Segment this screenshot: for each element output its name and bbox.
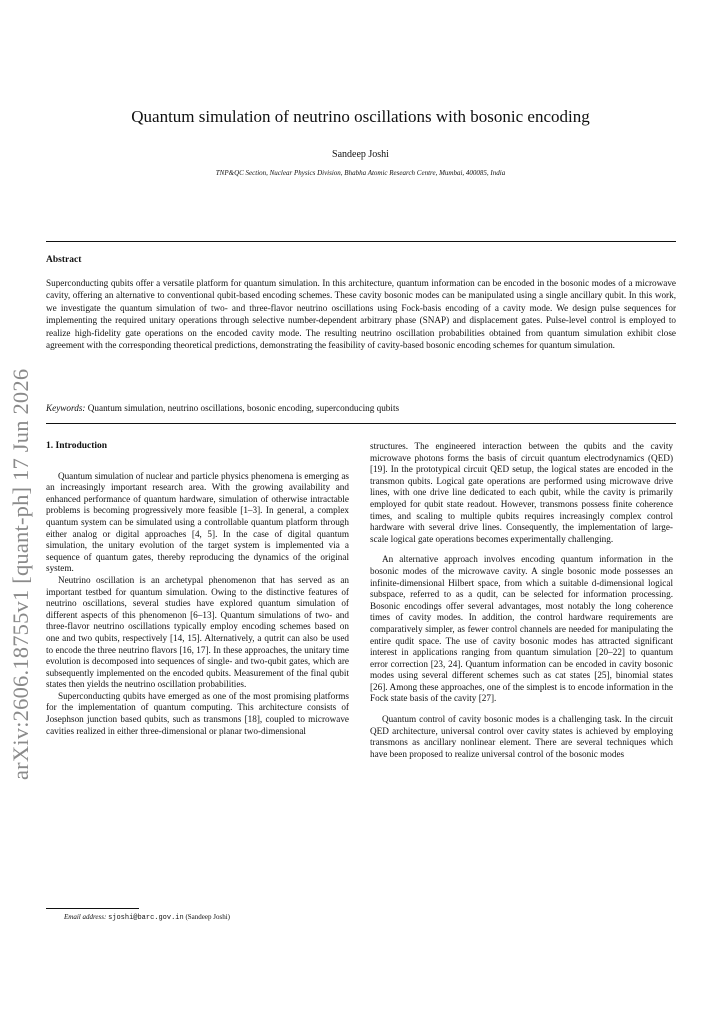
abstract-text: Superconducting qubits offer a versatile platform for quantum simulation. In this architecture, quantum information can be encoded in the bosonic modes of a microwave cavity, offering an alternative to conventional qubit-based encoding schemes. These cavity bosonic modes can be manipulated using a single ancillary qubit. In this work, we investigate the quantum simulation of two- and three-flavor neutrino oscillations using Fock-basis encoding of a cavity mode. We design pulse sequences for implementing the required unitary operations through selective number-dependent arbitrary phase (SNAP) and displacement gates. Pulse-level control is employed to realize high-fidelity gate operations on the encoded cavity mode. The resulting neutrino oscillation probabilities obtained from quantum simulation exhibit close agreement with the corresponding theoretical predictions, demonstrating the feasibility of cavity-based bosonic encoding schemes for quantum simulation. xyxy=(46,278,676,351)
keywords-label: Keywords: xyxy=(46,403,86,413)
abstract-bottom-rule xyxy=(46,423,676,424)
author-name: Sandeep Joshi xyxy=(332,149,389,160)
intro-paragraph-1: Quantum simulation of nuclear and particle physics phenomena is emerging as an increasingly important research area. With the growing availability and enhanced performance of quantum hardware, simulation of otherwise intractable problems is becoming progressively more feasible [1–3]. In general, a complex quantum system can be simulated using a controllable quantum platform through either analog or digital approaches [4, 5]. In the case of digital quantum simulation, the unitary evolution of the target system is implemented via a sequence of quantum gates, thereby reproducing the dynamics of the original system. xyxy=(46,470,349,574)
intro-paragraph-4: An alternative approach involves encoding quantum information in the bosonic modes of the microwave cavity. A single bosonic mode possesses an infinite-dimensional Hilbert space, from which a suitable d-dimensional logical subspace, referred to as a qudit, can be selected for information processing. Bosonic encodings offer several advantages, most notably the long coherence times of cavity modes. In addition, the control hardware requirements are comparatively simpler, as fewer control channels are needed for manipulating the entire qudit space. The use of cavity bosonic modes has attracted significant interest in applications ranging from quantum simulation [20–22] to quantum error correction [23, 24]. Quantum information can be encoded in cavity bosonic modes using several different schemes such as cat states [25], binomial states [26]. Among these approaches, one of the simplest is to encode information in the Fock state basis of the cavity [27]. xyxy=(370,554,673,704)
footnote-email: sjoshi@barc.gov.in xyxy=(108,914,184,922)
intro-paragraph-5: Quantum control of cavity bosonic modes is a challenging task. In the circuit QED architecture, universal control over cavity states is achieved by employing transmons as ancillary nonlinear element. There are several techniques which have been proposed to realize universal control of the bosonic modes xyxy=(370,714,673,759)
intro-paragraph-3-continued: structures. The engineered interaction between the qubits and the cavity microwave photons forms the basis of circuit quantum electrodynamics (QED) [19]. In the prototypical circuit QED setup, the logical states are encoded in the transmon qubits. Logical gate operations are performed using microwave drive lines, with one drive line dedicated to each qubit, while the cavity is primarily employed for qubit state readout. However, transmons possess finite coherence times, and scaling to multiple qubits requires increasingly complex control hardware with several drive lines. Consequently, the implementation of large-scale logical gate operations becomes experimentally challenging. xyxy=(370,441,673,544)
intro-paragraph-2: Neutrino oscillation is an archetypal phenomenon that has served as an important testbed for quantum simulation. Owing to the distinctive features of neutrino oscillations, several studies have explored quantum simulation of different aspects of this phenomenon [6–13]. Quantum simulations of two- and three-flavor neutrino oscillations typically employ encoding schemes based on one and two qubits, respectively [14, 15]. Alternatively, a qutrit can also be used to encode the three neutrino flavors [16, 17]. In these approaches, the unitary time evolution is decomposed into sequences of single- and two-qubit gates, which are subsequently implemented on the encoded qubits. Measurement of the final qubit states then yields the neutrino oscillation probabilities. xyxy=(46,574,349,690)
intro-paragraph-3: Superconducting qubits have emerged as one of the most promising platforms for the implementation of quantum computing. This architecture consists of Josephson junction based qubits, such as transmons [18], coupled to microwave cavities realized in either three-dimensional or planar two-dimensional xyxy=(46,690,349,736)
author-affiliation: TNP&QC Section, Nuclear Physics Division, Bhabha Atomic Research Centre, Mumbai, 400085, India xyxy=(215,169,506,177)
right-column xyxy=(370,441,673,760)
footnote-email-label: Email address: xyxy=(64,913,107,921)
left-column xyxy=(46,441,349,737)
paper-title: Quantum simulation of neutrino oscillations with bosonic encoding xyxy=(131,107,590,126)
abstract-top-rule xyxy=(46,241,676,242)
footnote xyxy=(64,913,230,922)
arxiv-identifier: arXiv:2606.18755v1 [quant-ph] 17 Jun 2026 xyxy=(8,368,33,780)
keywords xyxy=(46,402,676,414)
footnote-rule xyxy=(46,908,139,909)
footnote-name: (Sandeep Joshi) xyxy=(185,913,230,921)
abstract-heading: Abstract xyxy=(46,255,82,265)
keywords-text: Quantum simulation, neutrino oscillations, bosonic encoding, superconducing qubits xyxy=(87,403,400,413)
section-heading-introduction: 1. Introduction xyxy=(46,441,108,451)
